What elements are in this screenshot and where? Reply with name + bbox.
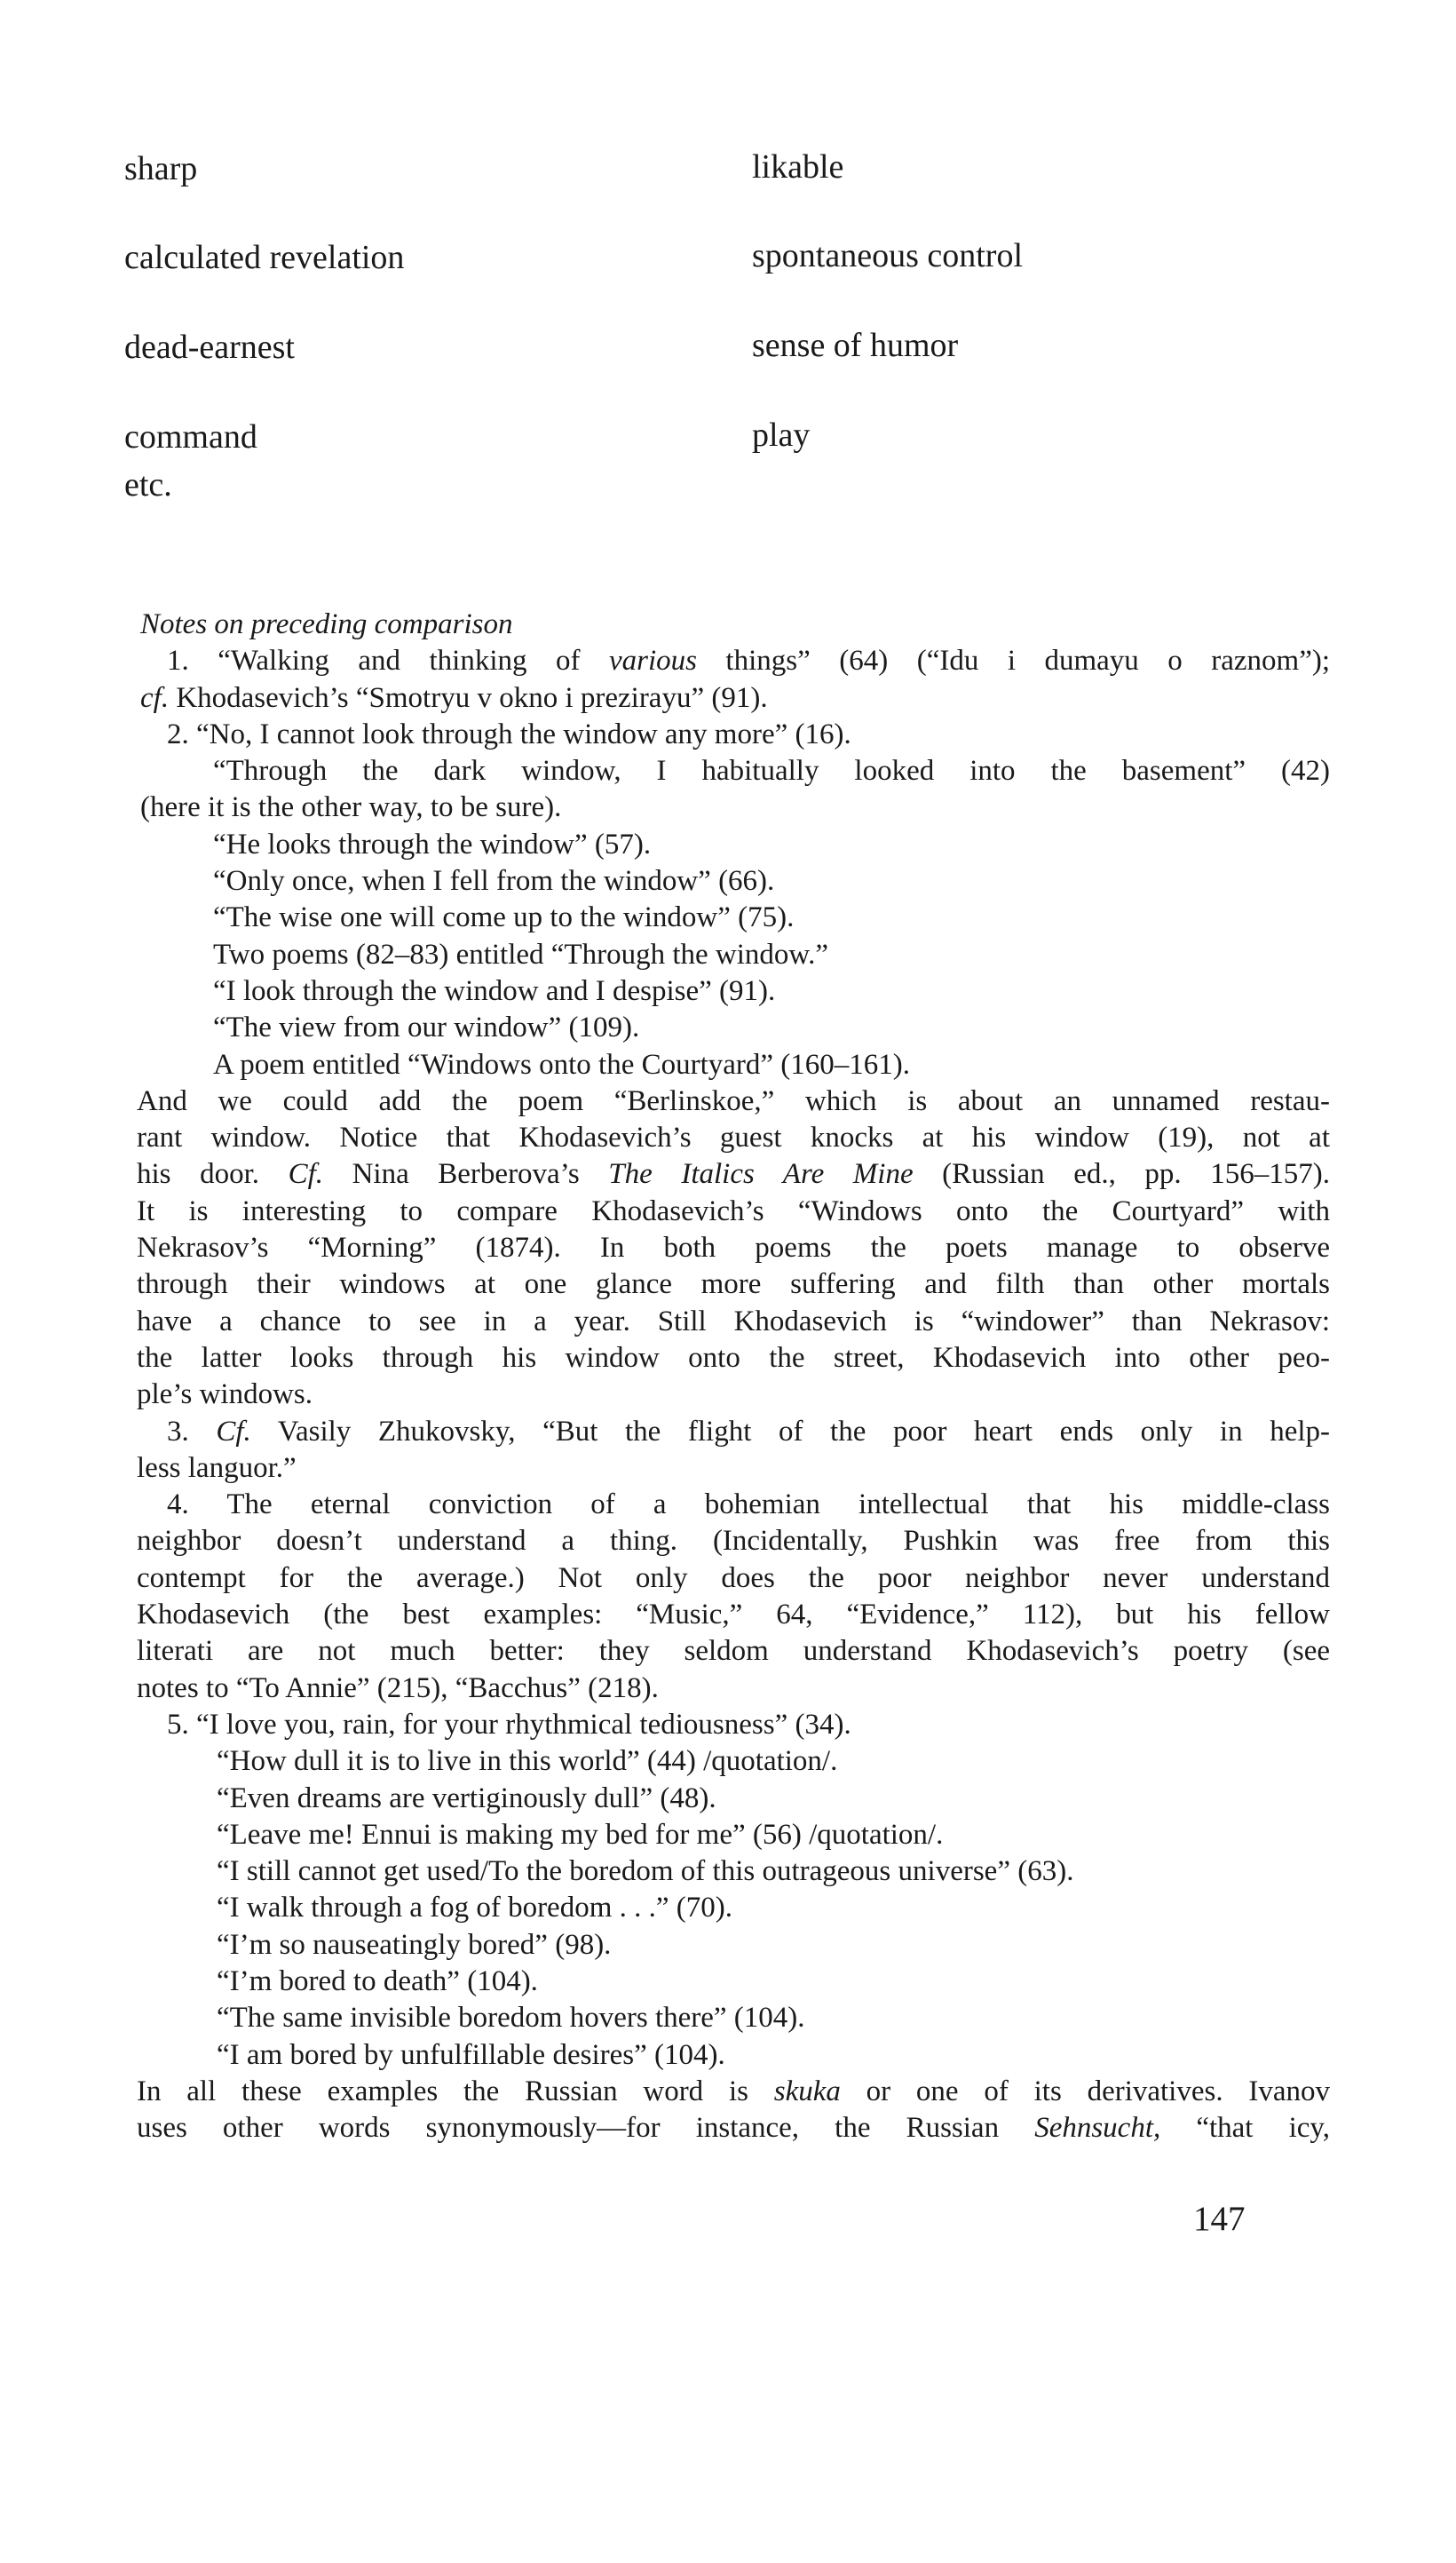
page-number: 147: [1193, 2200, 1246, 2238]
note-line: “I am bored by unfulfillable desires” (104).: [217, 2038, 725, 2071]
note-line: less languor.”: [137, 1451, 297, 1484]
comparison-left-term: calculated revelation: [124, 239, 405, 276]
note-line: notes to “To Annie” (215), “Bacchus” (218).: [137, 1671, 659, 1704]
note-line: “I’m bored to death” (104).: [217, 1964, 538, 1997]
comparison-etc: etc.: [124, 466, 172, 504]
note-line: (here it is the other way, to be sure).: [140, 791, 562, 824]
note-line: And we could add the poem “Berlinskoe,” which is about an unnamed restau-: [137, 1084, 1330, 1117]
notes-section: [137, 607, 1331, 2146]
comparison-left-term: command: [124, 418, 257, 456]
comparison-left-term: sharp: [124, 150, 198, 187]
note-line: “The wise one will come up to the window” (75).: [213, 901, 795, 934]
note-line: “Even dreams are vertiginously dull” (48).: [217, 1781, 716, 1814]
note-line: “Leave me! Ennui is making my bed for me” (56) /quotation/.: [217, 1818, 944, 1851]
note-line: contempt for the average.) Not only does the poor neighbor never understand: [137, 1561, 1330, 1594]
note-line: “He looks through the window” (57).: [213, 828, 652, 861]
note-line: the latter looks through his window onto the street, Khodasevich into other peo-: [137, 1341, 1330, 1374]
note-line: Khodasevich (the best examples: “Music,” 64, “Evidence,” 112), but his fellow: [137, 1599, 1330, 1631]
note-line: rant window. Notice that Khodasevich’s guest knocks at his window (19), not at: [137, 1122, 1330, 1155]
note-line: through their windows at one glance more suffering and filth than other mortals: [137, 1268, 1330, 1301]
note-line: Nekrasov’s “Morning” (1874). In both poems the poets manage to observe: [137, 1232, 1330, 1265]
note-line: “I’m so nauseatingly bored” (98).: [217, 1928, 612, 1961]
note-line: “I look through the window and I despise” (91).: [213, 974, 776, 1007]
note-line: ple’s windows.: [137, 1378, 313, 1411]
comparison-right-term: play: [752, 417, 811, 454]
note-line: “Through the dark window, I habitually looked into the basement” (42): [213, 755, 1330, 788]
note-line: Two poems (82–83) entitled “Through the window.”: [213, 938, 828, 971]
note-line: uses other words synonymously—for instance, the Russian Sehnsucht, “that icy,: [137, 2112, 1330, 2145]
note-line: 2. “No, I cannot look through the window any more” (16).: [167, 718, 851, 750]
note-line: have a chance to see in a year. Still Khodasevich is “windower” than Nekrasov:: [137, 1305, 1330, 1337]
note-line: “How dull it is to live in this world” (44) /quotation/.: [217, 1745, 838, 1778]
note-line: 3. Cf. Vasily Zhukovsky, “But the flight of the poor heart ends only in help-: [167, 1415, 1330, 1448]
note-line: In all these examples the Russian word is skuka or one of its derivatives. Ivanov: [137, 2075, 1330, 2107]
comparison-left-term: dead-earnest: [124, 329, 295, 366]
notes-heading: Notes on preceding comparison: [140, 608, 513, 640]
note-line: “The view from our window” (109).: [213, 1012, 640, 1044]
note-line: literati are not much better: they seldom understand Khodasevich’s poetry (see: [137, 1635, 1330, 1668]
note-line: A poem entitled “Windows onto the Courtyard” (160–161).: [213, 1048, 911, 1081]
comparison-right-term: likable: [752, 148, 844, 186]
note-line: cf. Khodasevich’s “Smotryu v okno i prezirayu” (91).: [140, 681, 768, 714]
note-line: “I still cannot get used/To the boredom of this outrageous universe” (63).: [217, 1855, 1074, 1888]
comparison-right-term: spontaneous control: [752, 237, 1024, 274]
note-line: his door. Cf. Nina Berberova’s The Italics Are Mine (Russian ed., pp. 156–157).: [137, 1158, 1330, 1191]
note-line: neighbor doesn’t understand a thing. (Incidentally, Pushkin was free from this: [137, 1525, 1330, 1558]
note-line: “Only once, when I fell from the window” (66).: [213, 865, 775, 898]
note-line: “I walk through a fog of boredom . . .” (70).: [217, 1892, 732, 1924]
note-line: “The same invisible boredom hovers there” (104).: [217, 2002, 805, 2035]
note-line: 5. “I love you, rain, for your rhythmical tediousness” (34).: [167, 1708, 851, 1741]
note-line: It is interesting to compare Khodasevich’s “Windows onto the Courtyard” with: [137, 1194, 1330, 1227]
note-line: 1. “Walking and thinking of various things” (64) (“Idu i dumayu o raznom”);: [167, 645, 1331, 678]
comparison-right-term: sense of humor: [752, 327, 959, 364]
note-line: 4. The eternal conviction of a bohemian intellectual that his middle-class: [167, 1488, 1330, 1521]
